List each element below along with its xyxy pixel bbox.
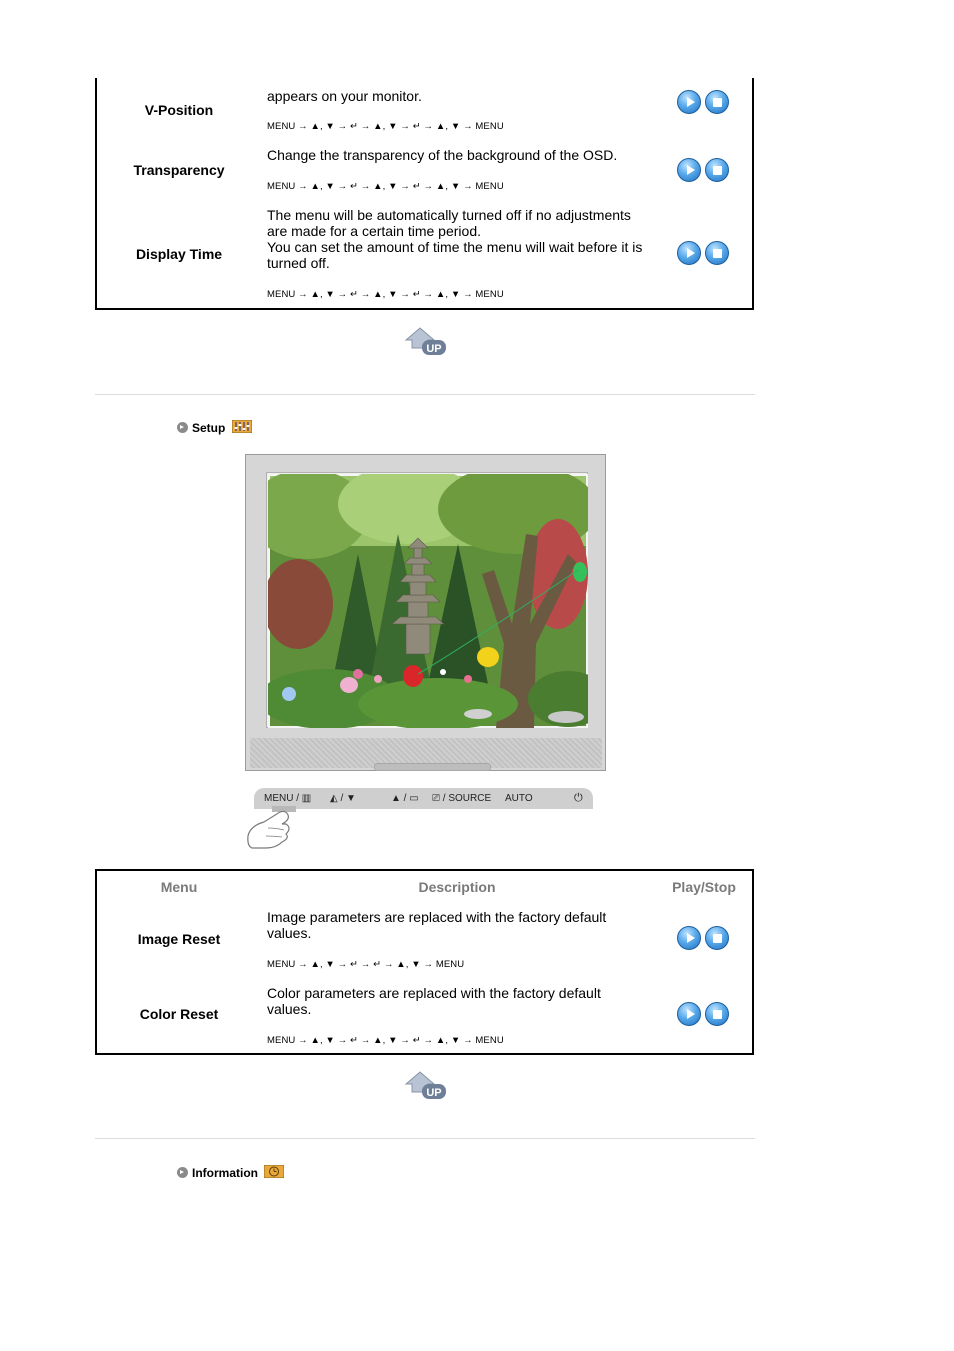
garden-photo bbox=[268, 474, 588, 728]
stop-button[interactable] bbox=[705, 241, 729, 265]
stop-button[interactable] bbox=[705, 926, 729, 950]
play-stop-controls bbox=[677, 158, 737, 184]
play-button[interactable] bbox=[677, 241, 701, 265]
menu-label: Image Reset bbox=[137, 931, 221, 947]
monitor-bezel bbox=[250, 738, 602, 768]
key-sequence: MENU → ▲, ▼ → ↵ → ▲, ▼ → ↵ → ▲, ▼ → MENU bbox=[267, 181, 504, 192]
stop-button[interactable] bbox=[705, 90, 729, 114]
menu-label: V-Position bbox=[144, 102, 214, 118]
up-label: UP bbox=[426, 343, 442, 355]
play-stop-controls bbox=[677, 926, 737, 952]
menu-label: Color Reset bbox=[139, 1006, 219, 1022]
arrow-circle-icon bbox=[177, 422, 188, 433]
play-button[interactable] bbox=[677, 926, 701, 950]
section-divider bbox=[95, 394, 755, 395]
play-icon bbox=[687, 165, 695, 175]
setup-sliders-icon bbox=[232, 420, 252, 433]
menu-description bbox=[267, 207, 652, 271]
menu-label: Transparency bbox=[133, 162, 225, 178]
play-stop-controls bbox=[677, 90, 737, 116]
menu-label: Display Time bbox=[135, 246, 223, 262]
play-button[interactable] bbox=[677, 1002, 701, 1026]
section-heading-setup[interactable] bbox=[177, 420, 252, 435]
up-arrow-icon[interactable] bbox=[404, 326, 448, 358]
stop-button[interactable] bbox=[705, 1002, 729, 1026]
power-icon[interactable]: ⏻ bbox=[574, 792, 583, 804]
key-sequence: MENU → ▲, ▼ → ↵ → ▲, ▼ → ↵ → ▲, ▼ → MENU bbox=[267, 1035, 504, 1046]
play-icon bbox=[687, 97, 695, 107]
section-divider bbox=[95, 1138, 755, 1139]
key-sequence: MENU → ▲, ▼ → ↵ → ▲, ▼ → ↵ → ▲, ▼ → MENU bbox=[267, 121, 504, 132]
menu-description: Image parameters are replaced with the factory default values. bbox=[267, 909, 607, 941]
up-label: UP bbox=[426, 1087, 442, 1099]
stop-icon bbox=[713, 1010, 722, 1019]
monitor-control-bar bbox=[254, 788, 593, 809]
arrow-circle-icon bbox=[177, 1167, 188, 1178]
osd-table-setup bbox=[95, 869, 754, 1055]
section-heading-information[interactable] bbox=[177, 1165, 284, 1180]
stop-icon bbox=[713, 166, 722, 175]
pointing-hand-icon bbox=[246, 806, 296, 852]
key-sequence: MENU → ▲, ▼ → ↵ → ↵ → ▲, ▼ → MENU bbox=[267, 959, 465, 970]
stop-icon bbox=[713, 98, 722, 107]
stop-icon bbox=[713, 249, 722, 258]
section-title: Setup bbox=[192, 421, 226, 435]
play-icon bbox=[687, 1009, 695, 1019]
key-sequence: MENU → ▲, ▼ → ↵ → ▲, ▼ → ↵ → ▲, ▼ → MENU bbox=[267, 289, 504, 300]
bezel-button-strip bbox=[374, 763, 491, 771]
up-arrow-icon[interactable] bbox=[404, 1070, 448, 1102]
play-button[interactable] bbox=[677, 90, 701, 114]
menu-button[interactable]: MENU / ▥ bbox=[264, 793, 312, 804]
osd-table-position bbox=[95, 78, 754, 310]
stop-icon bbox=[713, 934, 722, 943]
play-icon bbox=[687, 933, 695, 943]
play-stop-controls bbox=[677, 241, 737, 267]
column-header-description: Description bbox=[418, 879, 496, 895]
play-stop-controls bbox=[677, 1002, 737, 1028]
monitor-illustration bbox=[245, 454, 606, 771]
auto-button[interactable]: AUTO bbox=[505, 793, 533, 804]
source-button[interactable]: ⎚ / SOURCE bbox=[432, 793, 492, 804]
column-header-menu: Menu bbox=[160, 879, 198, 895]
menu-description: Color parameters are replaced with the factory default values. bbox=[267, 985, 601, 1017]
section-title: Information bbox=[192, 1166, 258, 1180]
menu-description: appears on your monitor. bbox=[267, 88, 422, 104]
brightness-down-button[interactable]: ◭ / ▼ bbox=[330, 793, 356, 804]
up-button[interactable]: ▲ / ▭ bbox=[391, 793, 419, 804]
column-header-playstop: Play/Stop bbox=[672, 879, 736, 895]
information-clock-icon bbox=[264, 1165, 284, 1178]
play-icon bbox=[687, 248, 695, 258]
monitor-screen bbox=[266, 472, 588, 728]
stop-button[interactable] bbox=[705, 158, 729, 182]
play-button[interactable] bbox=[677, 158, 701, 182]
menu-description-line: The menu will be automatically turned off if no adjustments are made for a certain time period. bbox=[267, 207, 631, 239]
menu-description: Change the transparency of the background of the OSD. bbox=[267, 147, 618, 163]
menu-description-line: You can set the amount of time the menu will wait before it is turned off. bbox=[267, 239, 643, 271]
